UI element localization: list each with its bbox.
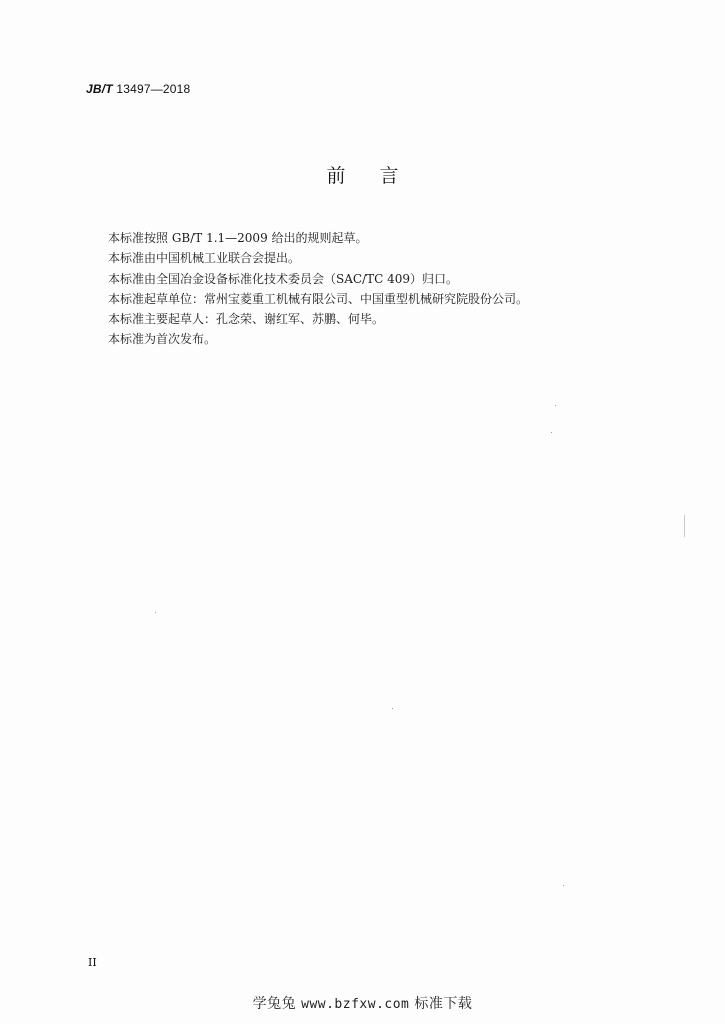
standard-number: 13497—2018 xyxy=(112,82,191,96)
paragraph: 本标准由全国冶金设备标准化技术委员会（SAC/TC 409）归口。 xyxy=(108,271,459,286)
site-name: 学兔兔 xyxy=(252,996,297,1012)
page-title: 前言 xyxy=(326,165,433,187)
scan-speck xyxy=(563,885,564,886)
paragraph: 本标准起草单位：常州宝菱重工机械有限公司、中国重型机械研究院股份公司。 xyxy=(108,291,529,306)
scan-speck xyxy=(555,405,556,406)
site-url[interactable]: www.bzfxw.com xyxy=(301,997,410,1012)
paragraph: 本标准按照 GB/T 1.1—2009 给出的规则起草。 xyxy=(108,231,368,245)
standard-code xyxy=(86,82,190,96)
scan-edge-mark xyxy=(684,515,685,537)
paragraph: 本标准为首次发布。 xyxy=(108,332,217,347)
footer-suffix: 标准下载 xyxy=(414,996,473,1012)
paragraph: 本标准主要起草人：孔念荣、谢红军、苏鹏、何毕。 xyxy=(108,312,385,327)
download-footer xyxy=(0,993,725,1013)
foreword-body xyxy=(108,228,668,350)
standard-prefix: JB/T xyxy=(86,82,113,96)
scan-speck xyxy=(392,708,393,709)
paragraph: 本标准由中国机械工业联合会提出。 xyxy=(108,251,301,266)
page-number: II xyxy=(88,956,97,969)
scan-speck xyxy=(551,432,552,433)
scan-speck xyxy=(155,612,156,613)
